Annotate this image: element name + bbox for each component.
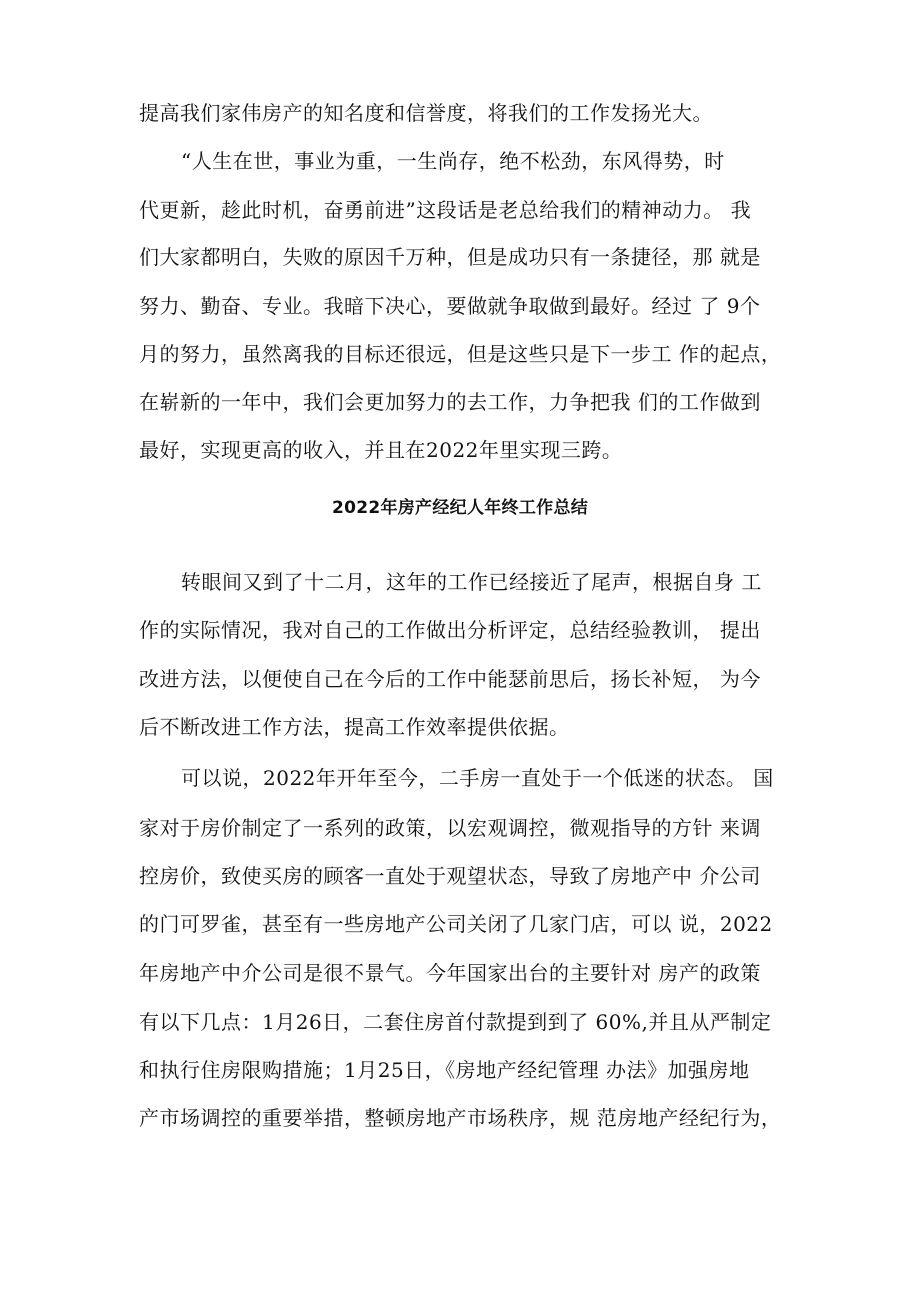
paragraph-line: 提高我们家伟房产的知名度和信誉度，将我们的工作发扬光大。 — [139, 101, 713, 125]
paragraph-line: 改进方法，以便使自己在今后的工作中能瑟前思后，扬长补短， 为今 — [139, 667, 761, 691]
paragraph-line: 年房地产中介公司是很不景气。今年国家出台的主要针对 房产的政策 — [139, 961, 761, 985]
paragraph-line: 后不断改进工作方法，提高工作效率提供依据。 — [139, 715, 570, 739]
paragraph-line: “人生在世，事业为重，一生尚存，绝不松劲，东风得势，时 — [181, 149, 725, 173]
paragraph-line: 最好，实现更高的收入，并且在2022年里实现三跨。 — [139, 438, 623, 462]
paragraph-line: 在崭新的一年中，我们会更加努力的去工作，力争把我 们的工作做到 — [139, 390, 761, 414]
paragraph-line: 的门可罗雀，甚至有一些房地产公司关闭了几家门店，可以 说，2022 — [139, 912, 773, 936]
page-title: 2022年房产经纪人年终工作总结 — [331, 498, 589, 518]
paragraph-line: 和执行住房限购措施；1月25日，《房地产经纪管理 办法》加强房地 — [139, 1058, 750, 1082]
paragraph-line: 作的实际情况，我对自己的工作做出分析评定，总结经验教训， 提出 — [139, 618, 761, 642]
paragraph-line: 有以下几点：1月26日，二套住房首付款提到到了 60%,并且从严制定 — [139, 1010, 772, 1034]
paragraph-line: 家对于房价制定了一系列的政策，以宏观调控，微观指导的方针 来调 — [139, 816, 761, 840]
paragraph-line: 代更新，趁此时机，奋勇前进”这段话是老总给我们的精神动力。 我 — [139, 198, 752, 222]
paragraph-line: 努力、勤奋、专业。我暗下决心，要做就争取做到最好。经过 了 9个 — [139, 294, 761, 318]
paragraph-line: 产市场调控的重要举措，整顿房地产市场秩序，规 范房地产经纪行为， — [139, 1106, 782, 1130]
paragraph-line: 月的努力，虽然离我的目标还很远，但是这些只是下一步工 作的起点， — [139, 342, 782, 366]
paragraph-line: 控房价，致使买房的顾客一直处于观望状态，导致了房地产中 介公司 — [139, 864, 761, 888]
paragraph-line: 转眼间又到了十二月，这年的工作已经接近了尾声，根据自身 工 — [181, 570, 762, 594]
paragraph-line: 们大家都明白，失败的原因千万种，但是成功只有一条捷径，那 就是 — [139, 245, 761, 269]
paragraph-line: 可以说，2022年开年至今，二手房一直处于一个低迷的状态。 国 — [181, 766, 774, 790]
